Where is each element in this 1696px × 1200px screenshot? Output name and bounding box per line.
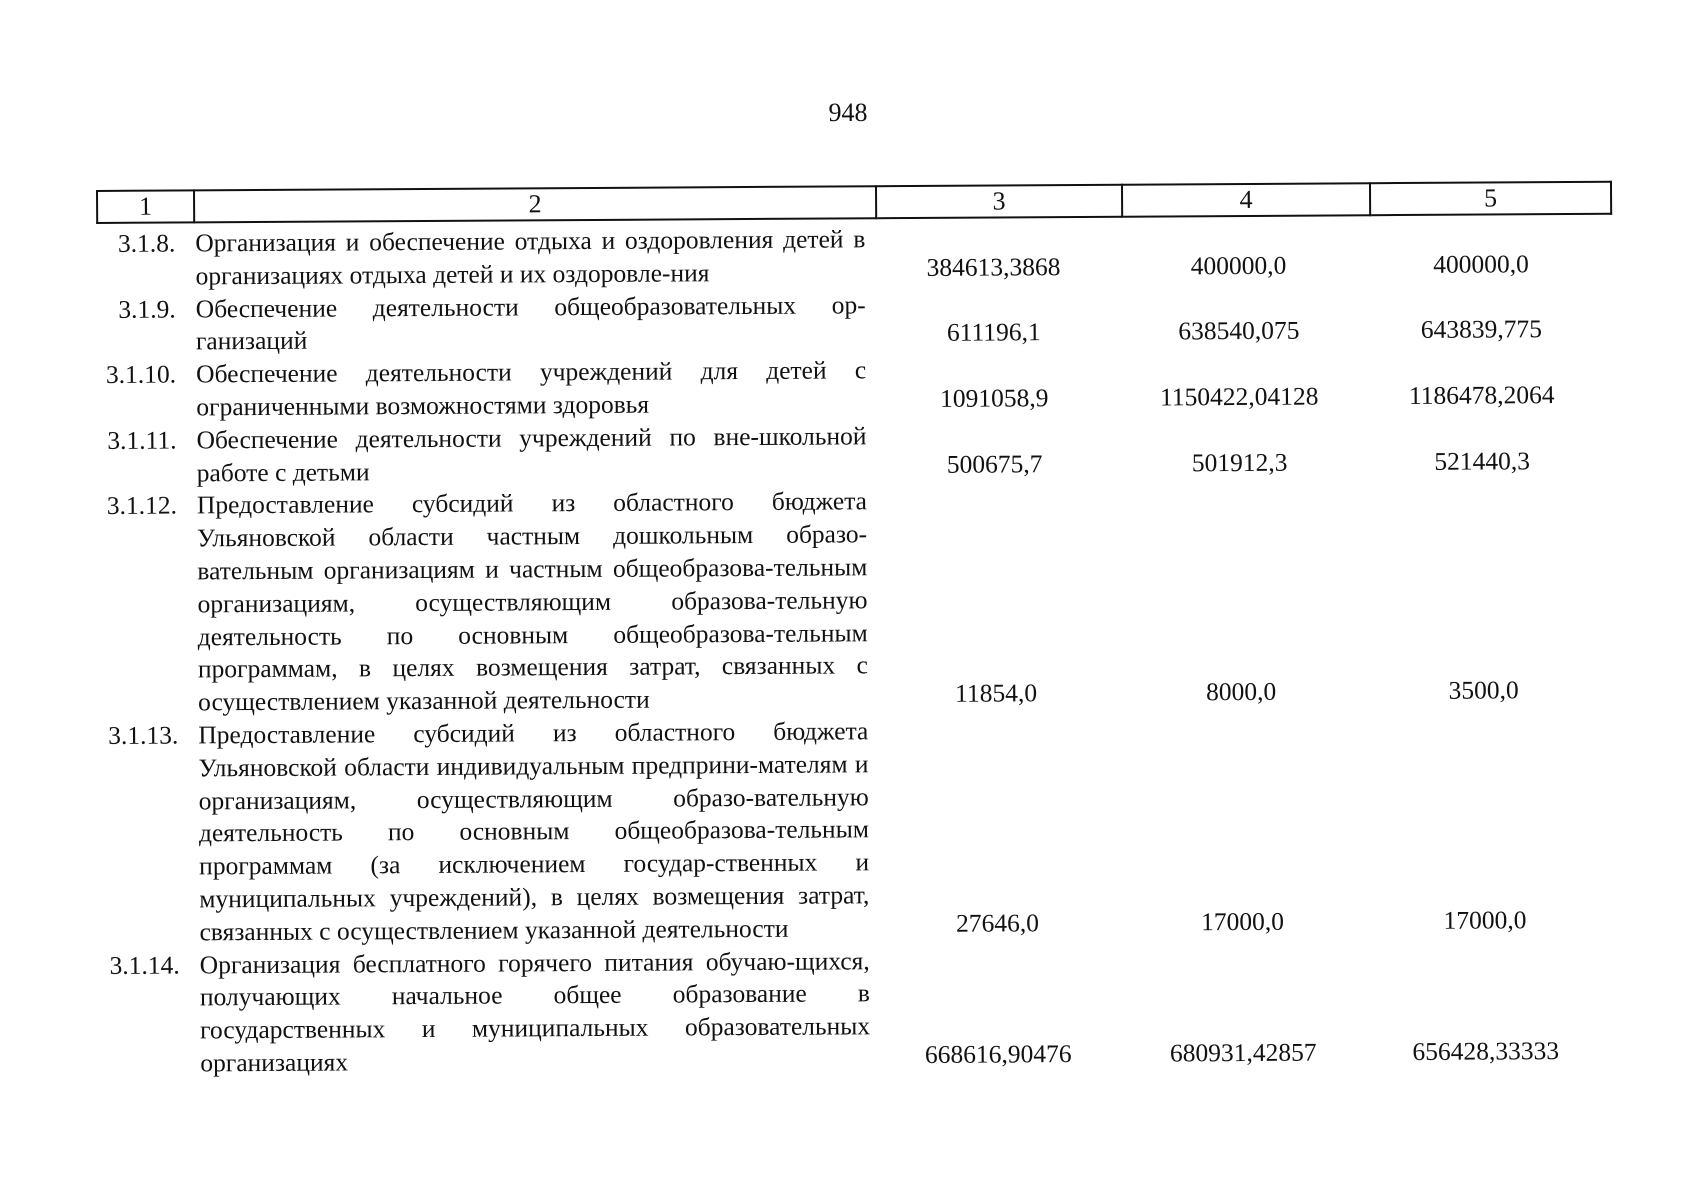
row-value-col5: 656428,33333 — [1412, 1036, 1560, 1066]
row-number: 3.1.8. — [117, 228, 176, 258]
column-header-3: 3 — [876, 185, 1122, 219]
row-description: Предоставление субсидий из областного бюджета Ульяновской области частным дошкольным образо-вательным организациям и частным общеобразова-тельным организациям, осуществляющим образова-тельную деятельность по основным общеобразова-тельным программам, в целях возмещения затрат, связанных с осуществлением указанной деятельности — [196, 486, 869, 717]
table-row — [101, 940, 1606, 1080]
row-value-col3: 500675,7 — [946, 448, 1043, 479]
row-value-col3: 384613,3868 — [926, 251, 1061, 282]
row-description: Организация и обеспечение отдыха и оздоровления детей в организациях отдыха детей и их оздоровле-ния — [195, 224, 866, 291]
page-number: 948 — [828, 98, 868, 127]
row-value-col4: 8000,0 — [1205, 676, 1277, 707]
row-value-col4: 17000,0 — [1200, 906, 1285, 936]
column-header-row — [97, 182, 1611, 223]
row-value-col5: 521440,3 — [1434, 445, 1531, 476]
table-row — [97, 284, 1601, 359]
row-number: 3.1.13. — [108, 720, 179, 750]
column-header-2: 2 — [194, 186, 876, 222]
data-table — [96, 219, 1605, 1081]
row-description: Обеспечение деятельности общеобразовательных ор-ганизаций — [195, 289, 866, 356]
column-header-table — [96, 181, 1612, 224]
table-row — [97, 416, 1601, 491]
row-value-col4: 501912,3 — [1191, 447, 1288, 477]
row-value-col4: 1150422,04128 — [1159, 381, 1319, 412]
row-number: 3.1.10. — [105, 359, 177, 390]
row-number: 3.1.11. — [107, 425, 177, 455]
row-value-col3: 27646,0 — [955, 907, 1040, 938]
table-row — [96, 219, 1600, 294]
document-table-area — [96, 181, 1605, 1081]
column-header-5: 5 — [1370, 182, 1611, 215]
row-value-col4: 638540,075 — [1178, 316, 1300, 346]
column-header-1: 1 — [97, 190, 194, 223]
table-row — [98, 481, 1603, 720]
row-description: Обеспечение деятельности учреждений по вне-школьной работе с детьми — [196, 421, 867, 487]
table-row — [97, 350, 1601, 425]
row-value-col5: 643839,775 — [1420, 314, 1543, 345]
row-number: 3.1.9. — [118, 294, 176, 324]
row-number: 3.1.14. — [109, 950, 180, 980]
row-value-col5: 17000,0 — [1443, 905, 1527, 935]
row-number: 3.1.12. — [106, 490, 178, 521]
row-description: Предоставление субсидий из областного бюджета Ульяновской области индивидуальным предприни-мателям и организациям, осуществляющим образо-вательную деятельность по основным общеобразова-тельным программам (за исключением государ-ственных и муниципальных учреждений), в целях возмещения затрат, связанных с осуществлением указанной деятельности — [198, 716, 870, 947]
row-value-col3: 611196,1 — [946, 317, 1041, 348]
row-description: Организация бесплатного горячего питания обучаю-щихся, получающих начальное общее образование в государственных и муниципальных образовательных организациях — [199, 945, 871, 1078]
table-row — [99, 711, 1604, 950]
row-value-col3: 668616,90476 — [924, 1038, 1072, 1069]
row-value-col5: 3500,0 — [1448, 675, 1519, 705]
row-value-col3: 11854,0 — [955, 678, 1038, 708]
column-header-4: 4 — [1122, 183, 1370, 217]
row-value-col3: 1091058,9 — [940, 383, 1049, 413]
row-value-col4: 400000,0 — [1190, 250, 1287, 281]
row-value-col4: 680931,42857 — [1169, 1037, 1317, 1068]
row-description: Обеспечение деятельности учреждений для детей с ограниченными возможностями здоровья — [196, 355, 867, 422]
row-value-col5: 1186478,2064 — [1408, 380, 1555, 410]
row-value-col5: 400000,0 — [1433, 249, 1529, 279]
